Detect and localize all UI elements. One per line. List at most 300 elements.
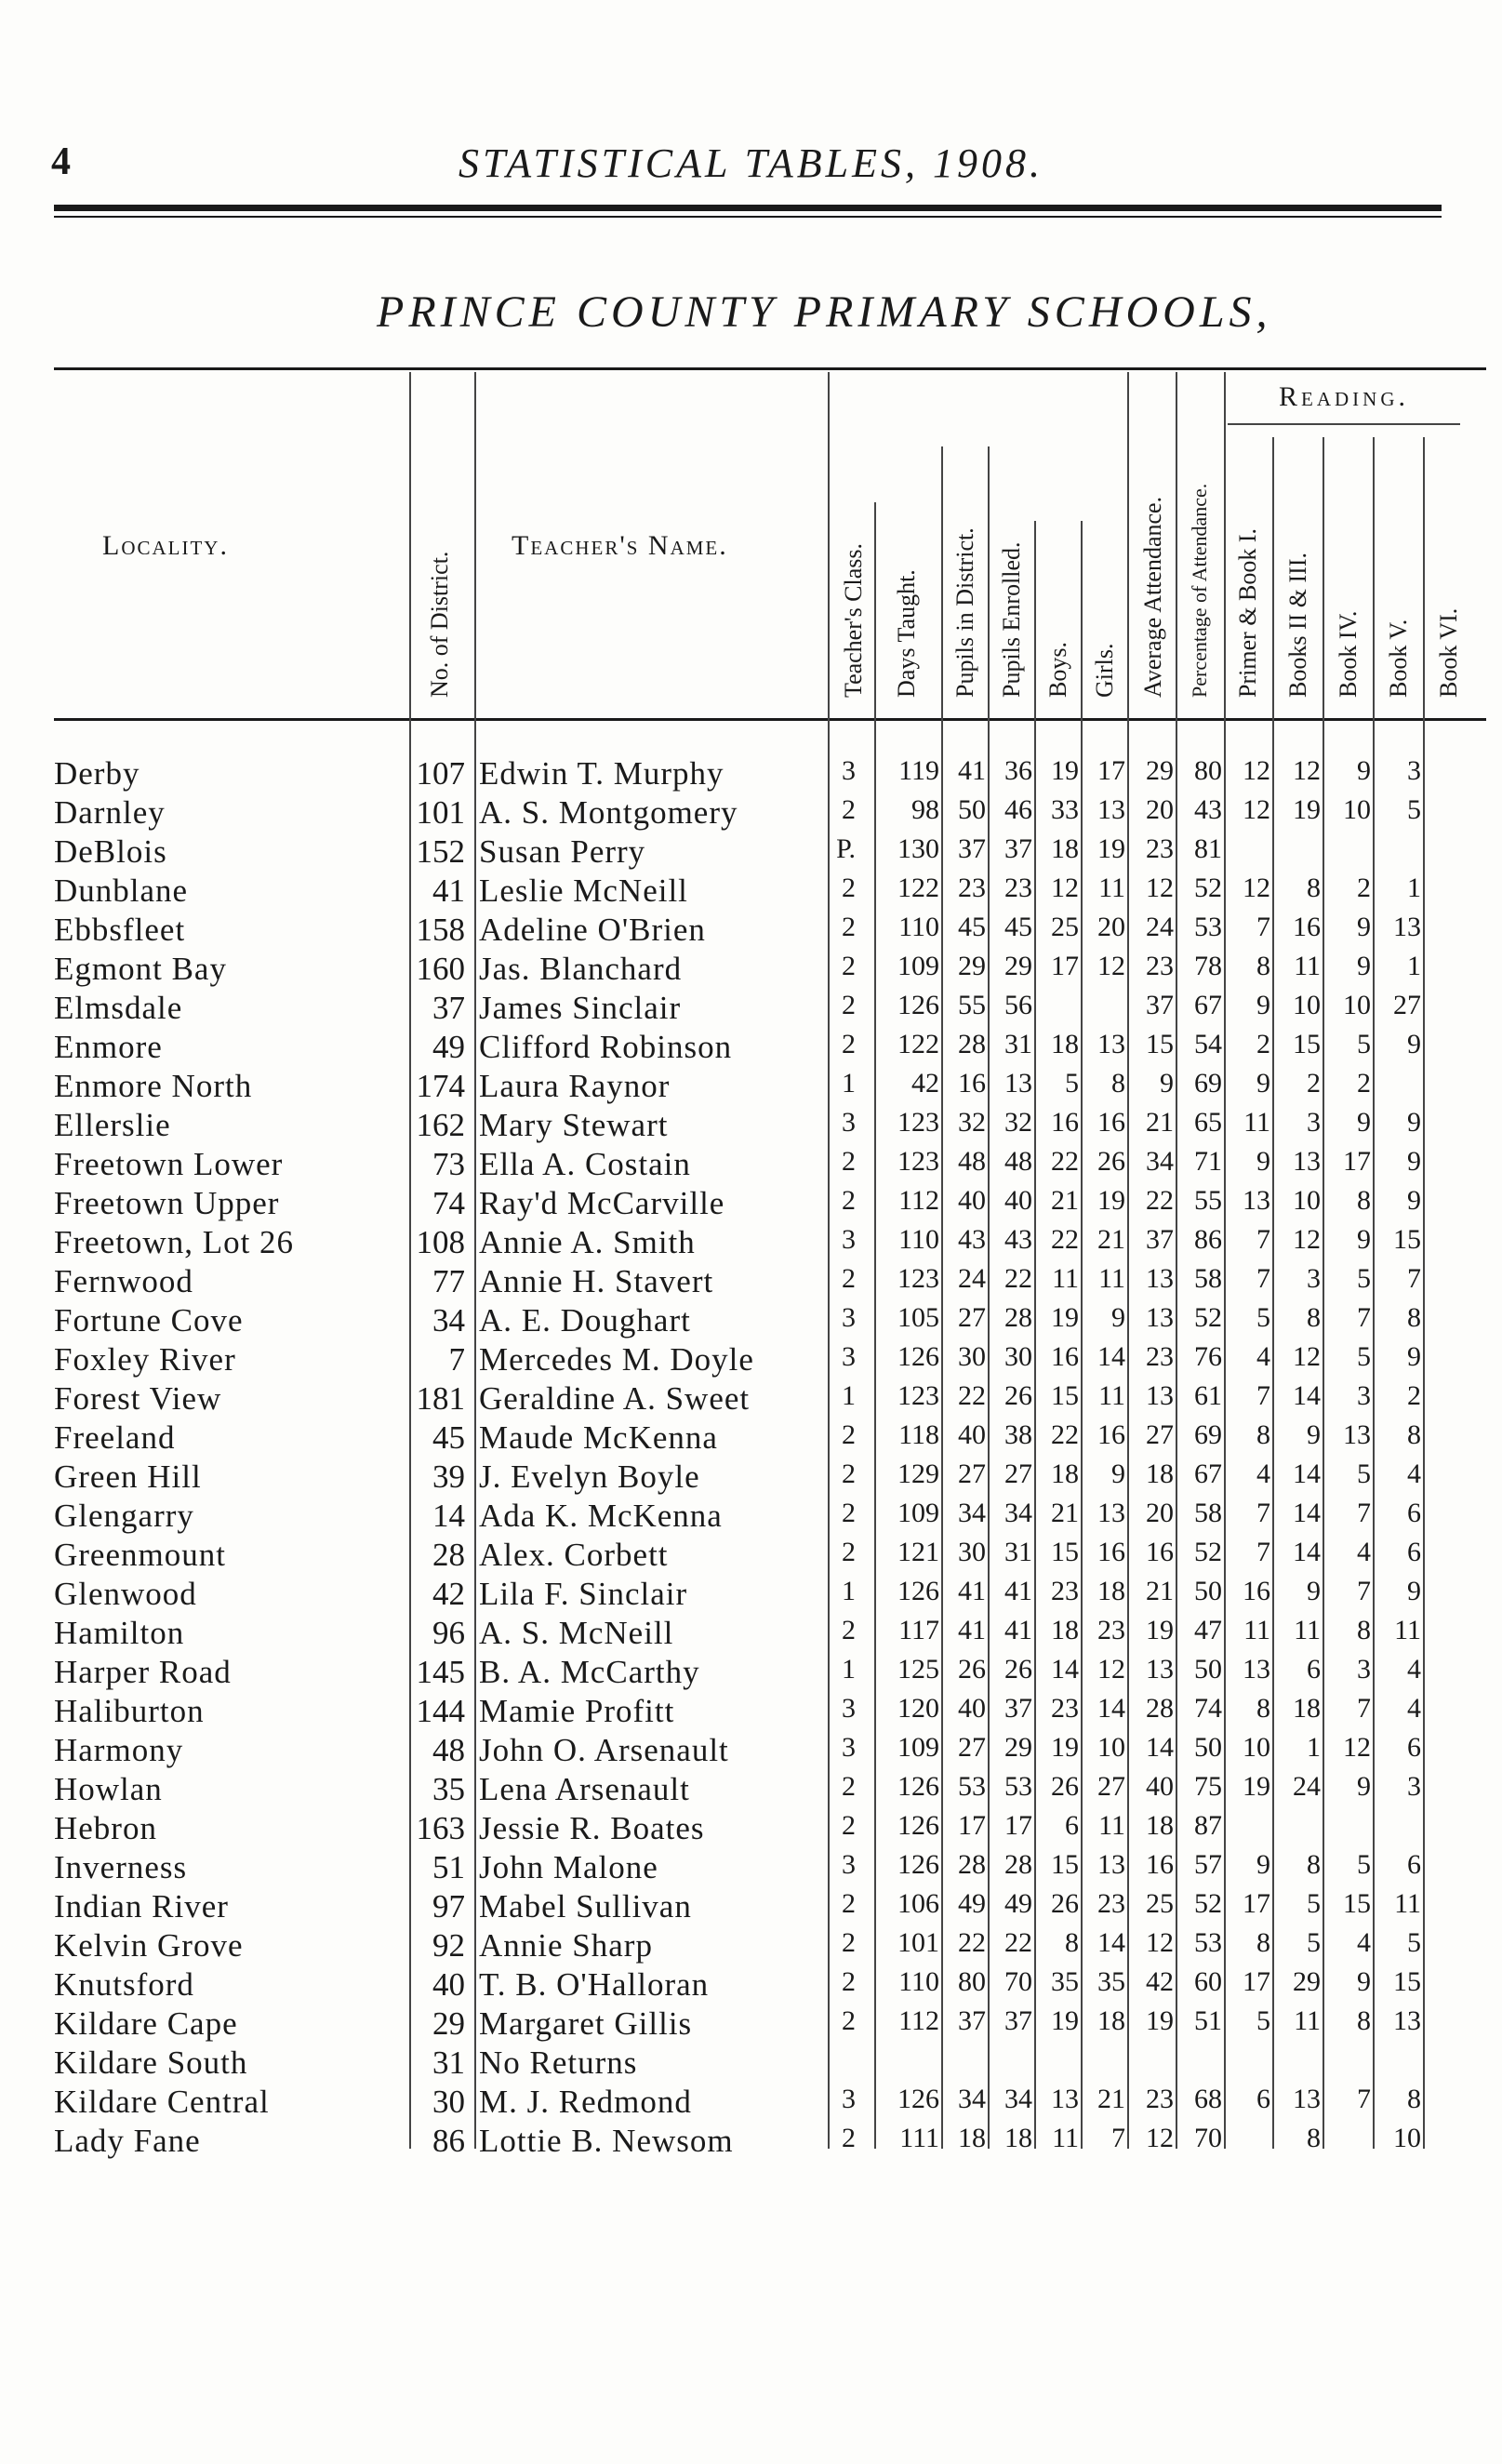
cell-book1: 9 [1256,1068,1270,1099]
cell-girls: 14 [1097,1341,1125,1372]
cell-teacher-class: 3 [842,1849,856,1880]
cell-book5: 7 [1407,1263,1421,1294]
cell-pupils-district: 48 [958,1146,986,1177]
cell-teacher: Geraldine A. Sweet [479,1380,751,1417]
col-header-book5: Book V. [1385,619,1412,698]
cell-pct-attendance: 52 [1194,872,1222,903]
cell-boys: 35 [1051,1966,1079,1997]
cell-teacher-class: 3 [842,1732,856,1763]
cell-teacher: Clifford Robinson [479,1029,733,1065]
cell-girls: 19 [1097,833,1125,864]
cell-pupils-district: 37 [958,833,986,864]
cell-teacher-class: 2 [842,872,856,903]
cell-boys: 21 [1051,1185,1079,1216]
cell-girls: 8 [1111,1068,1125,1099]
cell-book23: 8 [1307,872,1321,903]
cell-book23: 3 [1307,1263,1321,1294]
cell-avg-attendance: 27 [1146,1419,1174,1450]
cell-pupils-enrolled: 27 [1004,1458,1032,1489]
cell-district: 101 [416,794,465,831]
cell-district: 162 [416,1107,465,1143]
cell-avg-attendance: 19 [1146,1615,1174,1645]
cell-pupils-enrolled: 26 [1004,1654,1032,1685]
cell-book5: 10 [1393,2123,1421,2153]
cell-girls: 7 [1111,2123,1125,2153]
cell-teacher-class: 2 [842,912,856,942]
cell-district: 108 [416,1224,465,1260]
cell-avg-attendance: 18 [1146,1458,1174,1489]
header-rule-thin [54,216,1442,218]
cell-boys: 11 [1052,1263,1079,1294]
cell-book4: 3 [1357,1380,1371,1411]
cell-boys: 19 [1051,1302,1079,1333]
cell-pct-attendance: 58 [1194,1263,1222,1294]
cell-pct-attendance: 69 [1194,1068,1222,1099]
cell-locality: Glengarry [54,1498,194,1534]
cell-avg-attendance: 22 [1146,1185,1174,1216]
cell-locality: Harmony [54,1732,184,1768]
cell-teacher: J. Evelyn Boyle [479,1458,700,1495]
cell-teacher-class: 2 [842,1537,856,1567]
cell-book4: 3 [1357,1654,1371,1685]
cell-teacher: Ray'd McCarville [479,1185,725,1221]
page-number: 4 [51,140,71,183]
cell-avg-attendance: 24 [1146,912,1174,942]
cell-avg-attendance: 19 [1146,2005,1174,2036]
cell-girls: 13 [1097,794,1125,825]
cell-pupils-enrolled: 37 [1004,833,1032,864]
cell-boys: 22 [1051,1224,1079,1255]
cell-book23: 14 [1293,1537,1321,1567]
table-row [0,1224,1502,1263]
cell-avg-attendance: 18 [1146,1810,1174,1841]
cell-book1: 7 [1256,1224,1270,1255]
cell-avg-attendance: 28 [1146,1693,1174,1724]
cell-pupils-district: 34 [958,1498,986,1528]
cell-avg-attendance: 42 [1146,1966,1174,1997]
cell-teacher-class: P. [836,833,856,864]
cell-book4: 5 [1357,1263,1371,1294]
col-header-pupils-enrolled: Pupils Enrolled. [998,541,1025,698]
cell-book5: 13 [1393,912,1421,942]
cell-boys: 15 [1051,1380,1079,1411]
col-header-book23: Books II & III. [1284,553,1311,698]
col-header-avg-attendance: Average Attendance. [1139,496,1166,698]
table-row [0,1654,1502,1693]
cell-locality: Fortune Cove [54,1302,244,1339]
cell-teacher: Maude McKenna [479,1419,718,1456]
cell-pct-attendance: 81 [1194,833,1222,864]
cell-days-taught: 112 [898,1185,939,1216]
cell-girls: 11 [1098,872,1125,903]
cell-pupils-enrolled: 70 [1004,1966,1032,1997]
cell-girls: 12 [1097,1654,1125,1685]
cell-book23: 16 [1293,912,1321,942]
cell-pupils-district: 28 [958,1029,986,1059]
cell-boys: 17 [1051,951,1079,981]
cell-locality: Enmore [54,1029,163,1065]
cell-avg-attendance: 37 [1146,1224,1174,1255]
cell-district: 181 [416,1380,465,1417]
cell-girls: 23 [1097,1615,1125,1645]
cell-book1: 11 [1243,1615,1270,1645]
cell-locality: Ellerslie [54,1107,171,1143]
cell-district: 92 [432,1927,465,1964]
cell-boys: 21 [1051,1498,1079,1528]
header-top-rule [54,367,1486,370]
cell-district: 48 [432,1732,465,1768]
cell-book23: 9 [1307,1419,1321,1450]
cell-locality: Inverness [54,1849,188,1885]
cell-girls: 11 [1098,1810,1125,1841]
cell-days-taught: 122 [897,872,939,903]
cell-locality: DeBlois [54,833,167,870]
cell-book23: 29 [1293,1966,1321,1997]
cell-girls: 10 [1097,1732,1125,1763]
cell-locality: Darnley [54,794,166,831]
cell-pupils-enrolled: 38 [1004,1419,1032,1450]
cell-book23: 8 [1307,1849,1321,1880]
table-row [0,951,1502,990]
cell-avg-attendance: 20 [1146,794,1174,825]
cell-boys: 15 [1051,1537,1079,1567]
cell-district: 29 [432,2005,465,2042]
cell-book23: 15 [1293,1029,1321,1059]
cell-teacher: A. E. Doughart [479,1302,691,1339]
cell-days-taught: 130 [897,833,939,864]
cell-teacher: Alex. Corbett [479,1537,669,1573]
cell-girls: 13 [1097,1029,1125,1059]
cell-book5: 9 [1407,1029,1421,1059]
cell-book23: 12 [1293,1341,1321,1372]
cell-avg-attendance: 16 [1146,1537,1174,1567]
cell-pupils-enrolled: 53 [1004,1771,1032,1802]
cell-book1: 8 [1256,1927,1270,1958]
cell-book1: 5 [1256,2005,1270,2036]
cell-days-taught: 98 [911,794,939,825]
cell-pct-attendance: 50 [1194,1732,1222,1763]
cell-book4: 7 [1357,1302,1371,1333]
cell-pupils-district: 22 [958,1927,986,1958]
cell-pct-attendance: 76 [1194,1341,1222,1372]
cell-girls: 23 [1097,1888,1125,1919]
cell-pupils-district: 40 [958,1419,986,1450]
cell-teacher: James Sinclair [479,990,682,1026]
cell-book23: 11 [1294,951,1321,981]
table-row [0,1498,1502,1537]
cell-district: 40 [432,1966,465,2003]
cell-pct-attendance: 68 [1194,2084,1222,2114]
cell-pupils-district: 28 [958,1849,986,1880]
cell-days-taught: 105 [897,1302,939,1333]
cell-days-taught: 126 [897,2084,939,2114]
cell-pupils-district: 50 [958,794,986,825]
cell-girls: 18 [1097,2005,1125,2036]
cell-pupils-enrolled: 23 [1004,872,1032,903]
cell-book1: 19 [1243,1771,1270,1802]
cell-book4: 12 [1343,1732,1371,1763]
cell-teacher-class: 2 [842,1185,856,1216]
running-title: STATISTICAL TABLES, 1908. [459,140,1043,186]
table-row [0,1615,1502,1654]
cell-teacher: Annie H. Stavert [479,1263,714,1299]
cell-book5: 15 [1393,1224,1421,1255]
cell-days-taught: 111 [899,2123,939,2153]
cell-book4: 7 [1357,1693,1371,1724]
cell-teacher: B. A. McCarthy [479,1654,700,1690]
cell-girls: 16 [1097,1107,1125,1138]
cell-teacher: Mamie Profitt [479,1693,675,1729]
cell-pct-attendance: 43 [1194,794,1222,825]
cell-locality: Egmont Bay [54,951,227,987]
cell-pct-attendance: 67 [1194,1458,1222,1489]
cell-pupils-enrolled: 18 [1004,2123,1032,2153]
cell-book4: 8 [1357,2005,1371,2036]
table-row [0,1341,1502,1380]
cell-locality: Freetown, Lot 26 [54,1224,295,1260]
cell-pupils-district: 49 [958,1888,986,1919]
cell-pupils-enrolled: 49 [1004,1888,1032,1919]
reading-group-rule [1228,423,1460,425]
cell-pct-attendance: 58 [1194,1498,1222,1528]
cell-district: 34 [432,1302,465,1339]
col-header-book1: Primer & Book I. [1234,528,1261,698]
cell-book23: 24 [1293,1771,1321,1802]
cell-boys: 22 [1051,1419,1079,1450]
cell-avg-attendance: 13 [1146,1302,1174,1333]
cell-days-taught: 126 [897,1771,939,1802]
cell-avg-attendance: 23 [1146,2084,1174,2114]
cell-book4: 5 [1357,1341,1371,1372]
col-header-girls: Girls. [1091,643,1118,698]
table-row [0,1419,1502,1458]
cell-pct-attendance: 57 [1194,1849,1222,1880]
cell-pupils-district: 27 [958,1458,986,1489]
cell-book4: 17 [1343,1146,1371,1177]
cell-days-taught: 110 [898,1224,939,1255]
cell-teacher: Annie Sharp [479,1927,653,1964]
cell-district: 145 [416,1654,465,1690]
cell-book4: 10 [1343,794,1371,825]
cell-days-taught: 129 [897,1458,939,1489]
cell-book1: 7 [1256,912,1270,942]
cell-avg-attendance: 13 [1146,1654,1174,1685]
table-row [0,2044,1502,2084]
cell-book5: 27 [1393,990,1421,1020]
cell-district: 96 [432,1615,465,1651]
cell-pct-attendance: 67 [1194,990,1222,1020]
cell-pupils-district: 34 [958,2084,986,2114]
cell-teacher: T. B. O'Halloran [479,1966,710,2003]
cell-boys: 8 [1065,1927,1079,1958]
cell-locality: Freeland [54,1419,176,1456]
cell-district: 163 [416,1810,465,1846]
cell-pupils-enrolled: 34 [1004,1498,1032,1528]
cell-teacher: John Malone [479,1849,658,1885]
cell-girls: 35 [1097,1966,1125,1997]
cell-pct-attendance: 47 [1194,1615,1222,1645]
cell-book5: 4 [1407,1458,1421,1489]
cell-district: 174 [416,1068,465,1104]
cell-days-taught: 123 [897,1380,939,1411]
cell-pct-attendance: 52 [1194,1537,1222,1567]
cell-pct-attendance: 52 [1194,1888,1222,1919]
cell-teacher: Ada K. McKenna [479,1498,723,1534]
cell-girls: 21 [1097,1224,1125,1255]
cell-pupils-enrolled: 13 [1004,1068,1032,1099]
cell-book1: 12 [1243,755,1270,786]
cell-locality: Hebron [54,1810,157,1846]
cell-days-taught: 126 [897,990,939,1020]
cell-locality: Glenwood [54,1576,197,1612]
cell-teacher-class: 2 [842,794,856,825]
cell-days-taught: 117 [898,1615,939,1645]
cell-book23: 13 [1293,1146,1321,1177]
cell-days-taught: 109 [897,951,939,981]
cell-pupils-enrolled: 26 [1004,1380,1032,1411]
cell-avg-attendance: 12 [1146,1927,1174,1958]
cell-days-taught: 109 [897,1498,939,1528]
cell-book23: 14 [1293,1498,1321,1528]
cell-district: 35 [432,1771,465,1807]
cell-pupils-enrolled: 37 [1004,1693,1032,1724]
cell-girls: 16 [1097,1419,1125,1450]
cell-book4: 9 [1357,912,1371,942]
cell-district: 7 [448,1341,465,1378]
cell-girls: 20 [1097,912,1125,942]
cell-book1: 9 [1256,1849,1270,1880]
cell-boys: 18 [1051,1029,1079,1059]
cell-girls: 11 [1098,1380,1125,1411]
cell-days-taught: 110 [898,912,939,942]
cell-book4: 4 [1357,1537,1371,1567]
cell-teacher-class: 2 [842,1146,856,1177]
cell-book23: 12 [1293,755,1321,786]
cell-days-taught: 110 [898,1966,939,1997]
cell-locality: Kildare Central [54,2084,270,2120]
cell-book1: 4 [1256,1458,1270,1489]
cell-girls: 12 [1097,951,1125,981]
cell-teacher-class: 2 [842,1966,856,1997]
cell-teacher-class: 2 [842,1927,856,1958]
cell-days-taught: 126 [897,1810,939,1841]
table-row [0,1966,1502,2005]
cell-district: 51 [432,1849,465,1885]
cell-locality: Harper Road [54,1654,232,1690]
cell-days-taught: 125 [897,1654,939,1685]
cell-book5: 9 [1407,1146,1421,1177]
cell-book5: 4 [1407,1693,1421,1724]
cell-book23: 11 [1294,2005,1321,2036]
cell-teacher-class: 3 [842,755,856,786]
cell-book1: 6 [1256,2084,1270,2114]
cell-pct-attendance: 55 [1194,1185,1222,1216]
cell-girls: 11 [1098,1263,1125,1294]
cell-boys: 13 [1051,2084,1079,2114]
cell-locality: Ebbsfleet [54,912,186,948]
cell-locality: Howlan [54,1771,163,1807]
cell-pupils-enrolled: 48 [1004,1146,1032,1177]
cell-district: 158 [416,912,465,948]
cell-book1: 17 [1243,1888,1270,1919]
cell-book1: 17 [1243,1966,1270,1997]
cell-book4: 15 [1343,1888,1371,1919]
cell-district: 97 [432,1888,465,1925]
cell-book23: 10 [1293,990,1321,1020]
cell-avg-attendance: 34 [1146,1146,1174,1177]
cell-boys: 11 [1052,2123,1079,2153]
cell-boys: 19 [1051,755,1079,786]
cell-pupils-district: 29 [958,951,986,981]
cell-pupils-enrolled: 31 [1004,1537,1032,1567]
cell-book23: 8 [1307,1302,1321,1333]
cell-avg-attendance: 13 [1146,1380,1174,1411]
cell-pupils-enrolled: 31 [1004,1029,1032,1059]
cell-district: 41 [432,872,465,909]
cell-pct-attendance: 71 [1194,1146,1222,1177]
cell-book1: 7 [1256,1498,1270,1528]
cell-teacher-class: 1 [842,1068,856,1099]
cell-pupils-enrolled: 43 [1004,1224,1032,1255]
cell-book4: 5 [1357,1849,1371,1880]
header-bottom-rule [54,718,1486,721]
cell-teacher: Lottie B. Newsom [479,2123,734,2159]
cell-pct-attendance: 75 [1194,1771,1222,1802]
cell-book23: 2 [1307,1068,1321,1099]
cell-locality: Dunblane [54,872,189,909]
cell-teacher-class: 3 [842,1224,856,1255]
cell-book5: 1 [1407,951,1421,981]
cell-girls: 9 [1111,1302,1125,1333]
table-row [0,1576,1502,1615]
table-row [0,872,1502,912]
cell-locality: Freetown Upper [54,1185,280,1221]
cell-days-taught: 126 [897,1849,939,1880]
cell-book1: 2 [1256,1029,1270,1059]
cell-teacher-class: 2 [842,2123,856,2153]
cell-avg-attendance: 16 [1146,1849,1174,1880]
cell-book5: 15 [1393,1966,1421,1997]
cell-boys: 6 [1065,1810,1079,1841]
cell-teacher-class: 2 [842,2005,856,2036]
col-header-book4: Book IV. [1335,610,1362,698]
cell-avg-attendance: 25 [1146,1888,1174,1919]
cell-teacher: A. S. Montgomery [479,794,738,831]
cell-district: 152 [416,833,465,870]
col-header-boys: Boys. [1044,642,1071,698]
cell-pupils-district: 30 [958,1537,986,1567]
cell-boys: 15 [1051,1849,1079,1880]
cell-avg-attendance: 21 [1146,1576,1174,1606]
cell-avg-attendance: 20 [1146,1498,1174,1528]
cell-pupils-district: 53 [958,1771,986,1802]
table-row [0,1380,1502,1419]
cell-book1: 9 [1256,990,1270,1020]
cell-teacher: Jas. Blanchard [479,951,683,987]
cell-teacher: Lila F. Sinclair [479,1576,688,1612]
table-row [0,1068,1502,1107]
table-title: PRINCE COUNTY PRIMARY SCHOOLS, [377,287,1272,337]
cell-girls: 13 [1097,1849,1125,1880]
cell-book4: 9 [1357,1966,1371,1997]
cell-girls: 21 [1097,2084,1125,2114]
cell-boys: 23 [1051,1576,1079,1606]
table-row [0,1185,1502,1224]
cell-book23: 11 [1294,1615,1321,1645]
cell-pupils-enrolled: 29 [1004,1732,1032,1763]
cell-teacher-class: 1 [842,1654,856,1685]
cell-pct-attendance: 78 [1194,951,1222,981]
